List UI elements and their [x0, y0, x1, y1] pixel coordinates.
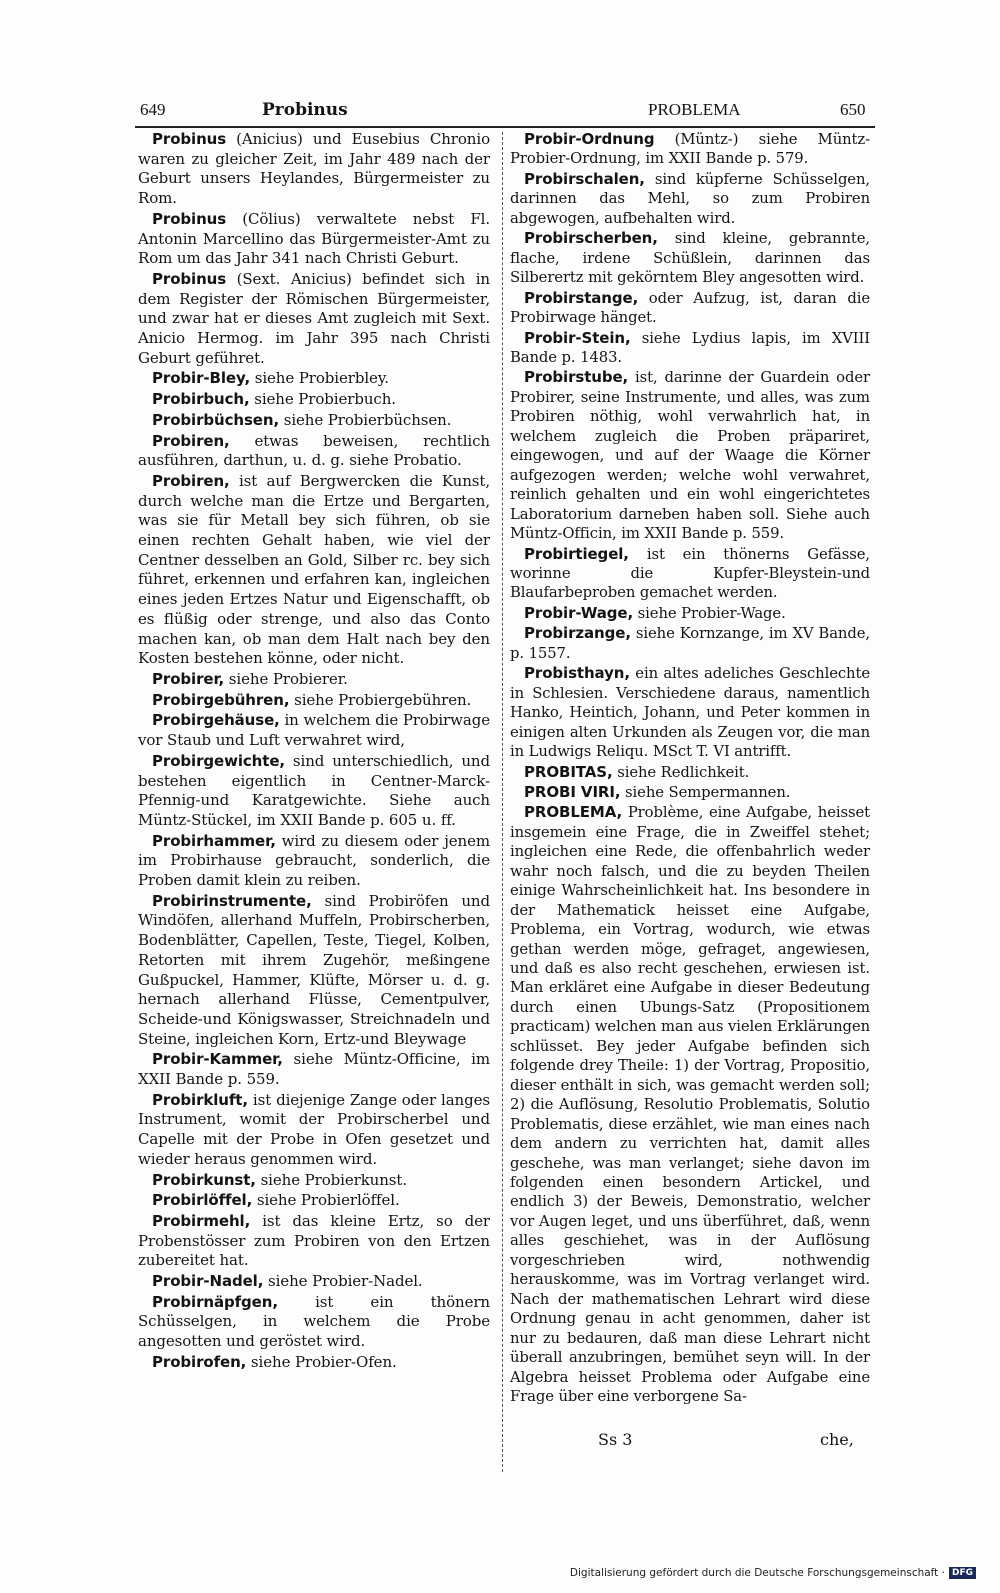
entry-text: ist, darinne der Guardein oder Probirer, seine Instrumente, und alles, was zum Probiren nöthig, wohl verwahrlich hat, in welchem zugleich die Proben präpariret, eingewogen, und auf der Waage die Körner aufgezogen werden; welche wohl verwahret, reinlich gehalten und ein wohl eingerichtetes Laboratorium darneben haben soll. Siehe auch Müntz-Officin, im XXII Bande p. 559. [510, 369, 870, 543]
dictionary-entry [138, 1191, 490, 1211]
dictionary-entry [510, 229, 870, 287]
dictionary-entry [138, 390, 490, 410]
dictionary-entry [138, 892, 490, 1050]
entry-headword: Probirmehl, [152, 1211, 251, 1230]
entry-text: ein altes adeliches Geschlechte in Schlesien. Verschiedene daraus, namentlich Hanko, Heintich, Johann, und Peter kommen in einigen alten Urkunden als Zeugen vor, die man in Ludwigs Reliqu. MSct T. VI antrifft. [510, 665, 870, 761]
column-divider [502, 132, 503, 1472]
entry-headword: PROBI VIRI, [524, 782, 621, 801]
dictionary-entry [138, 210, 490, 269]
dictionary-entry [138, 1171, 490, 1191]
entry-text: sind kleine, gebrannte, flache, irdene Schüßlein, darinnen das Silberertz mit gekörntem Bley angesotten wird. [510, 230, 870, 287]
dictionary-entry [510, 545, 870, 603]
entry-text: siehe Probierbüchsen. [279, 410, 452, 429]
entry-headword: Probirzange, [524, 624, 631, 643]
dictionary-entry [510, 329, 870, 368]
entry-text: siehe Probier-Ofen. [246, 1352, 397, 1371]
dictionary-entry [138, 432, 490, 471]
dictionary-entry [138, 752, 490, 831]
entry-text: sind unterschiedlich, und bestehen eigentlich in Centner-Marck-Pfennig-und Karatgewichte. Siehe auch Müntz-Stückel, im XXII Bande p. 605 u. ff. [138, 751, 490, 829]
dictionary-entry [138, 130, 490, 209]
left-page-number: 649 [140, 100, 166, 119]
entry-text: siehe Probier-Wage. [633, 604, 786, 622]
left-running-head-text: Probinus [262, 100, 348, 120]
dictionary-entry [138, 670, 490, 690]
entry-headword: Probinus [152, 130, 227, 148]
entry-headword: Probirbuch, [152, 390, 250, 409]
entry-headword: Probirer, [152, 669, 225, 688]
dictionary-entry [138, 1353, 490, 1373]
entry-text: oder Aufzug, ist, daran die Probirwage hänget. [510, 289, 870, 327]
dictionary-entry [510, 289, 870, 328]
header-rule [135, 126, 875, 128]
entry-headword: Probirstange, [524, 288, 639, 307]
entry-text: siehe Lydius lapis, im XVIII Bande p. 1483. [510, 329, 870, 366]
dictionary-entry [510, 368, 870, 543]
left-running-head [262, 100, 348, 120]
entry-text: Problème, eine Aufgabe, heisset insgemein eine Frage, die in Zweiffel stehet; ingleichen eine Rede, die offenbahrlich weder wahr noch falsch, und die zu beyden Theilen einige Wahrscheinlichkeit hat. Ins besondere in der Mathematick heisset eine Aufgabe, Problema, ein Vortrag, wodurch, wie etwas gethan werden möge, gefraget, angewiesen, und daß es also recht geschehen, erwiesen ist. Man erkläret eine Aufgabe in dieser Bedeutung durch einen Ubungs-Satz (Propositionem practicam) welchen man aus vielen Erklärungen schlüsset. Bey jeder Aufgabe befinden sich folgende drey Theile: 1) der Vortrag, Propositio, dieser enthält in sich, was gemacht werden soll; 2) die Auflösung, Resolutio Problematis, Solutio Problematis, diese erzählet, wie man eines nach dem andern zu verrichten hat, damit alles geschehe, was man verlanget; siehe davon im folgenden einen besondern Artickel, und endlich 3) der Beweis, Demonstratio, welcher vor Augen leget, und uns überführet, daß, wenn alles geschiehet, was in der Auflösung vorgeschrieben wird, nothwendig herauskomme, was im Vortrag verlanget wird. Nach der mathematischen Lehrart wird diese Ordnung genau in acht genommen, daher ist nur zu bedauren, daß man diese Lehrart nicht überall anzubringen, bemühet seyn will. In der Algebra heisset Problema oder Aufgabe eine Frage über eine verborgene Sa- [510, 804, 871, 1405]
entry-headword: Probir-Kammer, [152, 1050, 283, 1069]
entry-headword: Probir-Wage, [524, 603, 634, 622]
entry-text: siehe Sempermannen. [620, 783, 791, 801]
dictionary-entry [510, 664, 870, 761]
right-running-head: PROBLEMA [648, 100, 741, 119]
entry-text: siehe Müntz-Officine, im XXII Bande p. 559. [138, 1050, 490, 1089]
entry-headword: Probir-Ordnung [524, 130, 655, 148]
dictionary-entry [138, 411, 490, 431]
right-page-number: 650 [840, 100, 866, 119]
signature-mark: Ss 3 [598, 1430, 633, 1449]
entry-text: sind Probiröfen und Windöfen, allerhand Muffeln, Probirscherben, Bodenblätter, Capellen, Teste, Tiegel, Kolben, Retorten mit ihrem Zugehör, meßingene Gußpuckel, Hammer, Klüfte, Mörser u. d. g. hernach allerhand Flüsse, Cementpulver, Scheide-und Königswasser, Streichnadeln und Steine, ingleichen Korn, Ertz-und Bleywage [138, 891, 490, 1048]
entry-headword: Probirlöffel, [152, 1191, 253, 1210]
dictionary-entry [138, 369, 490, 389]
entry-headword: Probinus [152, 209, 227, 228]
entry-text: siehe Probierbley. [250, 369, 389, 388]
entry-headword: Probir-Stein, [524, 328, 631, 347]
left-column [138, 130, 490, 1374]
dictionary-entry [138, 1212, 490, 1271]
dfg-logo: DFG [949, 1567, 976, 1579]
entry-text: (Anicius) und Eusebius Chronio waren zu gleicher Zeit, im Jahr 489 nach der Geburt unsers Heylandes, Bürgermeister zu Rom. [138, 130, 490, 208]
entry-text: (Müntz-) siehe Müntz-Probier-Ordnung, im XXII Bande p. 579. [510, 131, 870, 168]
entry-headword: Probirschalen, [524, 169, 645, 188]
dictionary-entry [138, 691, 490, 711]
footer-text: Digitalisierung gefördert durch die Deutsche Forschungsgemeinschaft · [569, 1567, 945, 1579]
dictionary-entry [510, 763, 870, 782]
entry-text: wird zu diesem oder jenem im Probirhause gebraucht, sonderlich, die Proben damit klein zu reiben. [138, 831, 490, 890]
entry-headword: Probirofen, [152, 1352, 247, 1371]
entry-text: siehe Probierkunst. [255, 1170, 407, 1189]
entry-headword: Probirtiegel, [524, 544, 629, 563]
entry-headword: Probirhammer, [152, 831, 276, 850]
entry-headword: Probirgehäuse, [152, 711, 280, 730]
entry-text: (Cölius) verwaltete nebst Fl. Antonin Marcellino das Bürgermeister-Amt zu Rom um das Jahr 341 nach Christi Geburt. [138, 209, 490, 268]
entry-headword: Probirkunst, [152, 1170, 256, 1189]
entry-text: siehe Probiergebühren. [289, 690, 472, 709]
dictionary-entry [510, 624, 870, 663]
entry-text: siehe Probierer. [224, 669, 348, 688]
dictionary-entry [138, 832, 490, 891]
right-column [510, 130, 870, 1407]
entry-text: in welchem die Probirwage vor Staub und Luft verwahret wird, [138, 711, 490, 750]
entry-headword: Probiren, [152, 471, 230, 490]
entry-text: sind küpferne Schüsselgen, darinnen das Mehl, so zum Probiren abgewogen, aufbehalten wird. [510, 170, 870, 227]
entry-text: siehe Kornzange, im XV Bande, p. 1557. [510, 625, 870, 662]
dictionary-entry [138, 1091, 490, 1170]
dictionary-entry [510, 604, 870, 623]
entry-text: siehe Probierbuch. [249, 390, 396, 409]
footer-credit [570, 1567, 976, 1579]
dictionary-entry [138, 270, 490, 369]
dictionary-entry [138, 472, 490, 669]
entry-text: siehe Redlichkeit. [612, 763, 750, 781]
dictionary-entry [510, 783, 870, 802]
entry-headword: PROBLEMA, [524, 803, 623, 822]
entry-headword: Probir-Nadel, [152, 1272, 264, 1291]
entry-headword: Probirgewichte, [152, 751, 285, 770]
entry-text: siehe Probierlöffel. [252, 1191, 400, 1210]
dictionary-entry [138, 1293, 490, 1352]
entry-headword: Probirnäpfgen, [152, 1292, 278, 1311]
entry-headword: Probisthayn, [524, 664, 630, 683]
entry-text: ist diejenige Zange oder langes Instrument, womit der Probirscherbel und Capelle mit der Probe in Ofen gesetzet und wieder heraus genommen wird. [138, 1090, 490, 1168]
entry-text: ist das kleine Ertz, so der Probenstösser zum Probiren von den Ertzen zubereitet hat. [138, 1211, 490, 1270]
entry-text: ist ein thönerns Gefässe, worinne die Kupfer-Bleystein-und Blaufarbeproben gemachet werden. [510, 545, 870, 602]
entry-text: (Sext. Anicius) befindet sich in dem Register der Römischen Bürgermeister, und zwar hat er dieses Amt zugleich mit Sext. Anicio Hermog. im Jahr 395 nach Christi Geburt geführet. [138, 269, 490, 367]
dictionary-entry [510, 130, 870, 169]
dictionary-entry [138, 711, 490, 750]
entry-headword: Probirstube, [524, 368, 629, 387]
entry-text: ist auf Bergwercken die Kunst, durch welche man die Ertze und Bergarten, was sie für Metall bey sich führen, ob sie einen rechten Gehalt haben, wie viel der Centner desselben an Gold, Silber rc. bey sich führet, erkennen und erfahren kan, ingleichen eines jeden Ertzes Natur und Eigenschafft, ob es flüßig oder strenge, und also das Conto machen kan, ob man dem Halt nach bey den Kosten bestehen könne, oder nicht. [138, 471, 490, 668]
entry-headword: Probirkluft, [152, 1090, 248, 1109]
entry-text: siehe Probier-Nadel. [263, 1272, 423, 1291]
dictionary-entry [510, 170, 870, 228]
entry-headword: Probiren, [152, 431, 230, 450]
catchword: che, [820, 1430, 854, 1449]
entry-headword: Probirscherben, [524, 229, 658, 248]
dictionary-entry [138, 1272, 490, 1292]
entry-headword: Probinus [152, 269, 227, 288]
dictionary-entry [138, 1050, 490, 1089]
entry-text: etwas beweisen, rechtlich ausführen, darthun, u. d. g. siehe Probatio. [138, 431, 490, 470]
entry-headword: Probir-Bley, [152, 369, 251, 388]
entry-headword: Probirinstrumente, [152, 891, 312, 910]
dictionary-entry [510, 803, 870, 1406]
entry-headword: Probirbüchsen, [152, 410, 280, 429]
entry-headword: Probirgebühren, [152, 690, 290, 709]
entry-text: ist ein thönern Schüsselgen, in welchem die Probe angesotten und geröstet wird. [138, 1292, 490, 1351]
entry-headword: PROBITAS, [524, 762, 613, 781]
